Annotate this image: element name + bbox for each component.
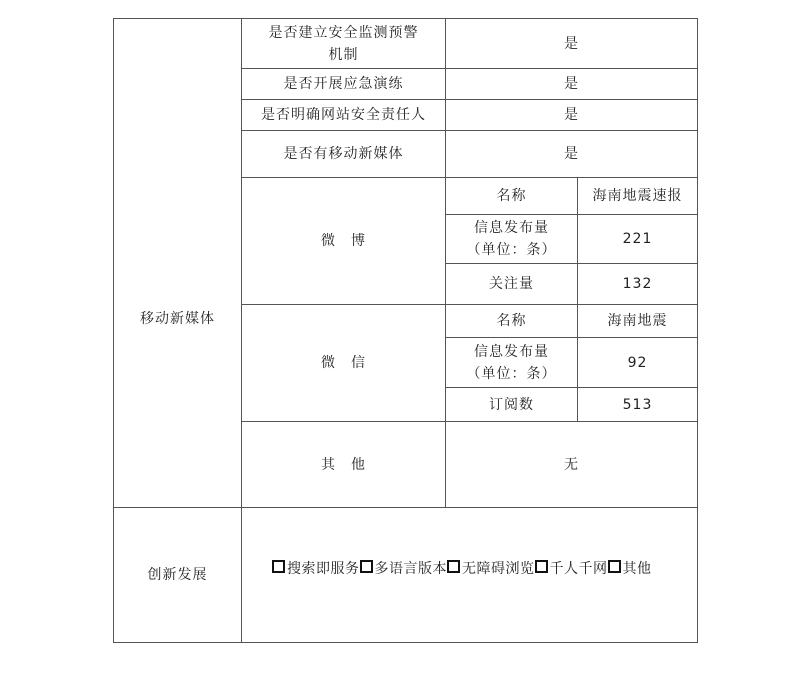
- warning-mechanism-value: 是: [446, 19, 698, 69]
- weibo-followers-label: 关注量: [446, 264, 578, 305]
- weibo-posts-label: 信息发布量（单位：条）: [446, 215, 578, 264]
- option-multilingual[interactable]: 多语言版本: [360, 558, 448, 580]
- wechat-subscribers-label: 订阅数: [446, 388, 578, 422]
- option-other[interactable]: 其他: [608, 558, 652, 580]
- checkbox-icon[interactable]: [608, 560, 621, 573]
- weibo-name-value: 海南地震速报: [578, 178, 698, 215]
- has-new-media-label: 是否有移动新媒体: [242, 131, 446, 178]
- has-new-media-value: 是: [446, 131, 698, 178]
- wechat-name-value: 海南地震: [578, 305, 698, 338]
- innovation-section-label: 创新发展: [114, 508, 242, 643]
- checkbox-icon[interactable]: [360, 560, 373, 573]
- weibo-posts-value: 221: [578, 215, 698, 264]
- checkbox-icon[interactable]: [272, 560, 285, 573]
- new-media-section-label: 移动新媒体: [114, 131, 242, 508]
- emergency-drill-value: 是: [446, 69, 698, 100]
- weibo-followers-value: 132: [578, 264, 698, 305]
- option-search-as-service[interactable]: 搜索即服务: [272, 558, 360, 580]
- wechat-name-label: 名称: [446, 305, 578, 338]
- wechat-posts-label: 信息发布量（单位：条）: [446, 338, 578, 388]
- option-personalized[interactable]: 千人千网: [535, 558, 608, 580]
- security-responsible-value: 是: [446, 100, 698, 131]
- option-accessibility[interactable]: 无障碍浏览: [447, 558, 535, 580]
- weibo-label: 微 博: [242, 178, 446, 305]
- emergency-drill-label: 是否开展应急演练: [242, 69, 446, 100]
- checkbox-icon[interactable]: [535, 560, 548, 573]
- warning-mechanism-label: 是否建立安全监测预警机制: [242, 19, 446, 69]
- other-media-value: 无: [446, 422, 698, 508]
- wechat-subscribers-value: 513: [578, 388, 698, 422]
- security-responsible-label: 是否明确网站安全责任人: [242, 100, 446, 131]
- website-report-table: [113, 18, 698, 643]
- wechat-posts-value: 92: [578, 338, 698, 388]
- checkbox-icon[interactable]: [447, 560, 460, 573]
- other-media-label: 其 他: [242, 422, 446, 508]
- weibo-name-label: 名称: [446, 178, 578, 215]
- wechat-label: 微 信: [242, 305, 446, 422]
- innovation-options: [242, 508, 698, 643]
- security-section-cell: [114, 19, 242, 131]
